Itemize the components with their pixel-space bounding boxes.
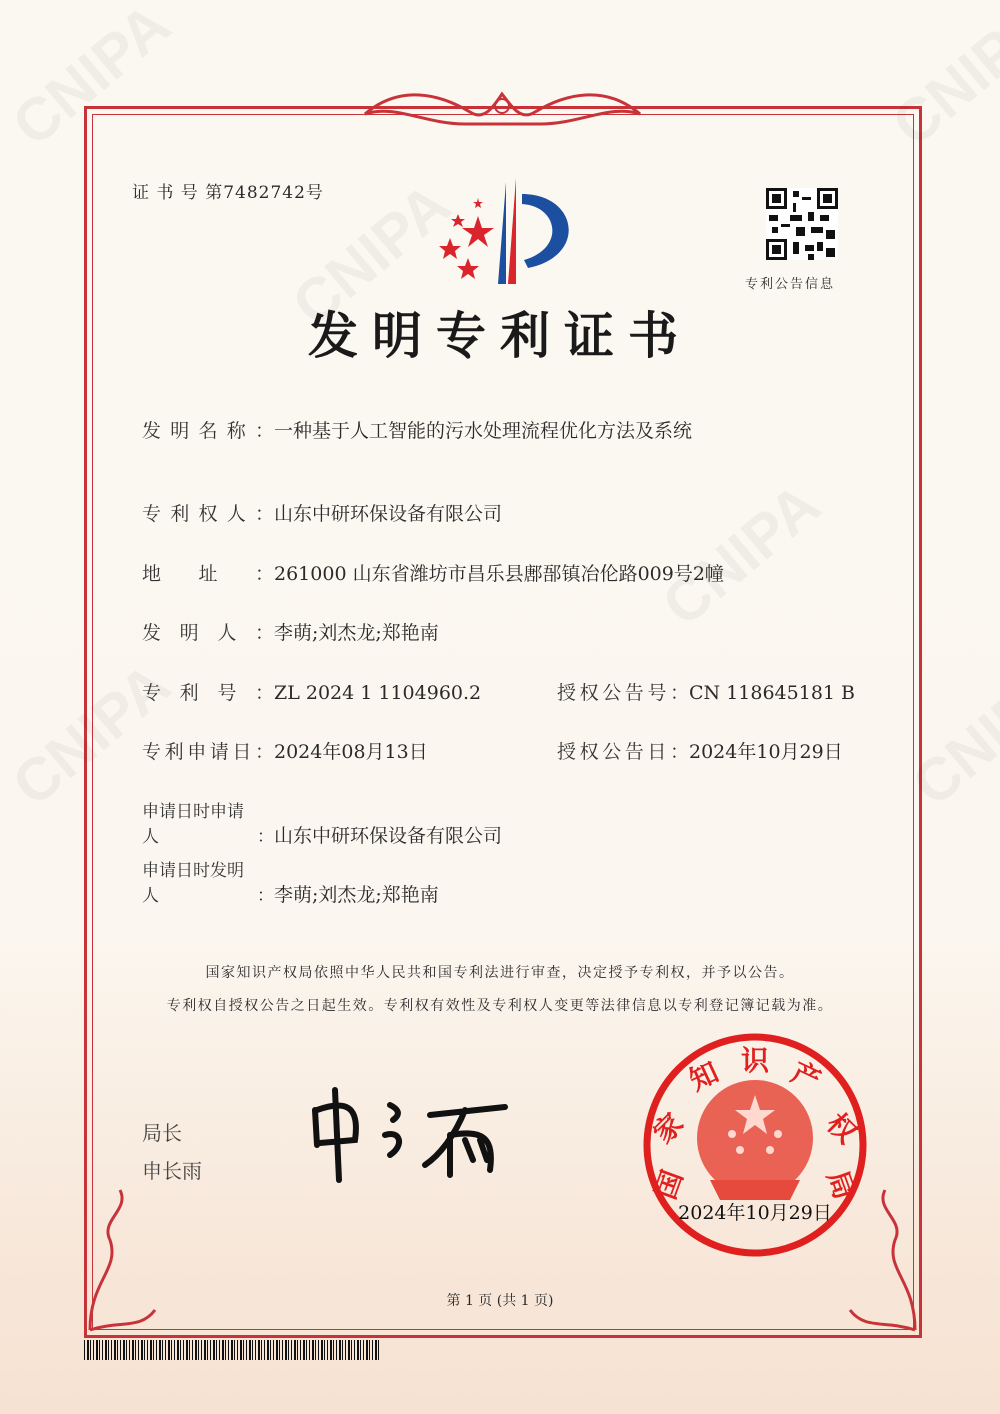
field-inventors (142, 618, 439, 645)
field-label: 发明人： (142, 622, 274, 644)
director-title: 局长 (142, 1123, 182, 1145)
cnipa-logo (428, 176, 578, 286)
field-label: 发明名称： (142, 420, 274, 442)
field-label: 申请日时申请人： (142, 802, 274, 847)
ornament-bottom-left (80, 1180, 160, 1340)
svg-text:局: 局 (820, 1165, 862, 1204)
svg-text:识: 识 (740, 1044, 770, 1077)
field-label: 专利号： (142, 682, 274, 704)
signature (305, 1085, 520, 1185)
field-inventors-at-filing (142, 856, 439, 907)
field-applicant-at-filing (142, 797, 502, 848)
field-value: 山东中研环保设备有限公司 (274, 825, 503, 847)
statement-line-1: 国家知识产权局依照中华人民共和国专利法进行审查，决定授予专利权，并予以公告。 (205, 965, 795, 981)
svg-text:权: 权 (820, 1106, 864, 1150)
field-invention-name (142, 416, 692, 443)
field-label: 地址： (142, 563, 274, 585)
qr-label: 专利公告信息 (745, 277, 836, 292)
field-label: 专利申请日： (142, 741, 274, 763)
barcode (84, 1340, 380, 1360)
field-value: ZL 2024 1 1104960.2 (274, 682, 482, 704)
field-grant-pub-date (557, 737, 843, 764)
svg-text:家: 家 (646, 1106, 690, 1150)
field-value: 一种基于人工智能的污水处理流程优化方法及系统 (274, 420, 693, 442)
ornament-bottom-right (845, 1180, 925, 1340)
svg-text:知: 知 (684, 1055, 724, 1098)
field-address (142, 559, 724, 586)
field-patentee (142, 499, 502, 526)
statement-line-2: 专利权自授权公告之日起生效。专利权有效性及专利权人变更等法律信息以专利登记簿记载为准。 (166, 998, 834, 1014)
field-value: 李萌;刘杰龙;郑艳南 (274, 622, 439, 644)
page-info: 第 1 页 (共 1 页) (446, 1293, 554, 1309)
svg-text:国: 国 (648, 1165, 690, 1204)
page-title: 发明专利证书 (308, 306, 692, 365)
field-label: 申请日时发明人： (142, 861, 274, 906)
seal-date: 2024年10月29日 (678, 1202, 832, 1224)
field-filing-date (142, 737, 428, 764)
field-value: 李萌;刘杰龙;郑艳南 (274, 884, 439, 906)
director-name: 申长雨 (142, 1161, 202, 1183)
ornament-top (360, 84, 645, 132)
field-grant-pub-number (557, 678, 855, 705)
qr-code[interactable] (766, 188, 838, 260)
field-value: 261000 山东省潍坊市昌乐县鄌郚镇冶伦路009号2幢 (274, 563, 724, 585)
svg-text:产: 产 (786, 1055, 826, 1098)
field-value: 2024年08月13日 (274, 741, 428, 763)
field-value: CN 118645181 B (689, 682, 855, 704)
field-patent-number (142, 678, 481, 705)
field-label: 专利权人： (142, 503, 274, 525)
certificate-number: 证 书 号 第7482742号 (132, 183, 324, 203)
field-value: 2024年10月29日 (689, 741, 843, 763)
field-label: 授权公告日： (557, 741, 689, 763)
official-seal (640, 1030, 870, 1260)
field-value: 山东中研环保设备有限公司 (274, 503, 503, 525)
field-label: 授权公告号： (557, 682, 689, 704)
